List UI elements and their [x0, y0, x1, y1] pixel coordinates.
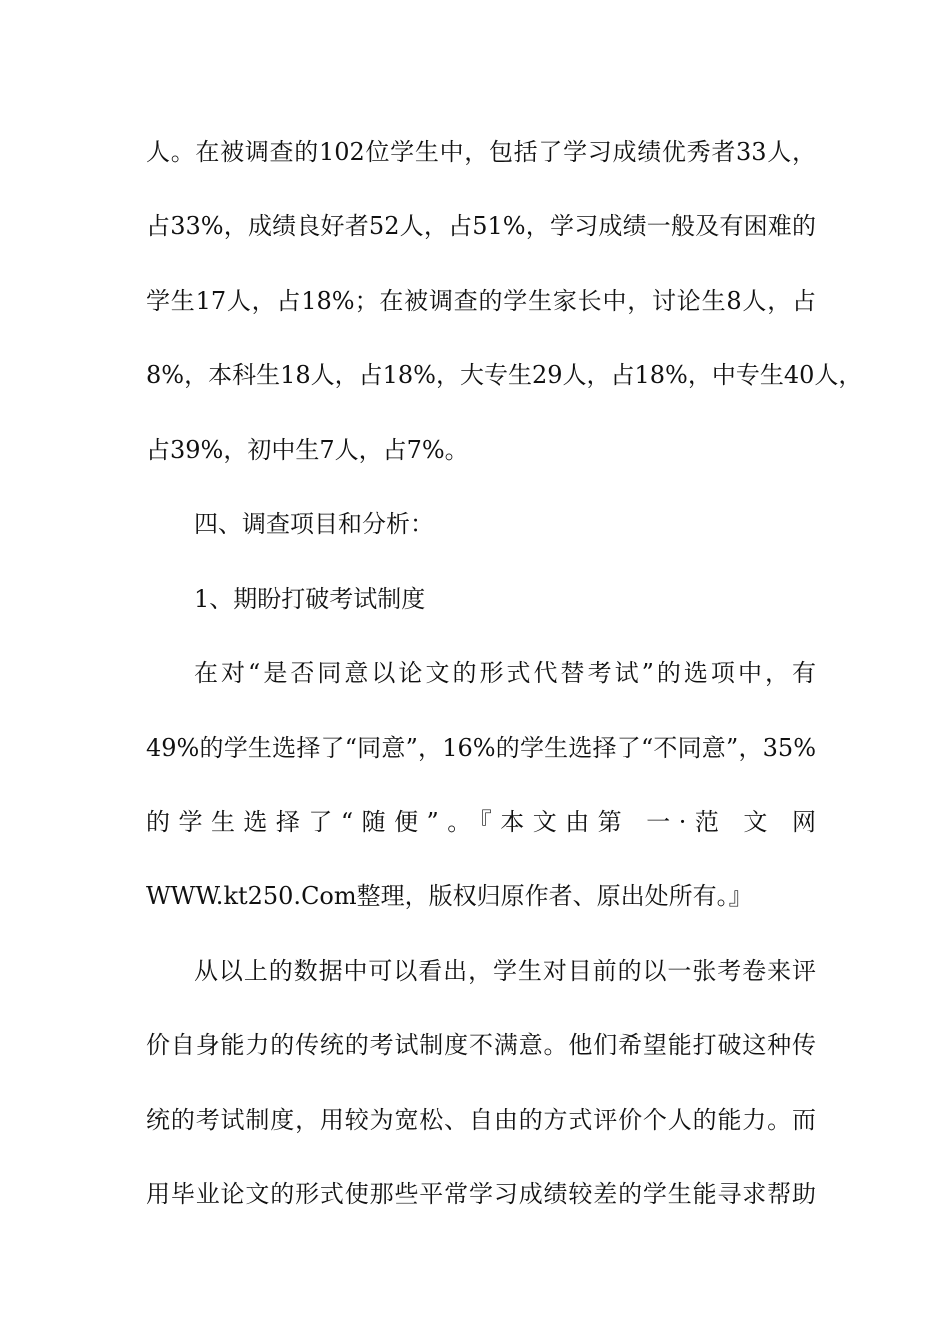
paragraph-line-8: 的学生选择了“随便”。『本文由第 一·范 文 网 [146, 808, 816, 836]
subsection-heading: 1、期盼打破考试制度 [194, 585, 426, 613]
paragraph-line-11: 价自身能力的传统的考试制度不满意。他们希望能打破这种传 [146, 1031, 816, 1059]
paragraph-line-3: 学生17人，占18%；在被调查的学生家长中，讨论生8人，占 [146, 287, 816, 315]
paragraph-line-4: 8%，本科生18人，占18%，大专生29人，占18%，中专生40人， [146, 361, 863, 389]
section-heading: 四、调查项目和分析： [194, 510, 434, 538]
paragraph-line-1: 人。在被调查的102位学生中，包括了学习成绩优秀者33人， [146, 138, 816, 166]
paragraph-line-2: 占33%，成绩良好者52人，占51%，学习成绩一般及有困难的 [146, 212, 816, 240]
paragraph-line-13: 用毕业论文的形式使那些平常学习成绩较差的学生能寻求帮助 [146, 1180, 816, 1208]
paragraph-line-9: WWW.kt250.Com整理，版权归原作者、原出处所有。』 [146, 882, 753, 910]
paragraph-line-12: 统的考试制度，用较为宽松、自由的方式评价个人的能力。而 [146, 1106, 816, 1134]
paragraph-line-5: 占39%，初中生7人，占7%。 [146, 436, 469, 464]
paragraph-line-6: 在对“是否同意以论文的形式代替考试”的选项中，有 [194, 659, 816, 687]
paragraph-line-7: 49%的学生选择了“同意”，16%的学生选择了“不同意”，35% [146, 734, 816, 762]
paragraph-line-10: 从以上的数据中可以看出，学生对目前的以一张考卷来评 [194, 957, 816, 985]
